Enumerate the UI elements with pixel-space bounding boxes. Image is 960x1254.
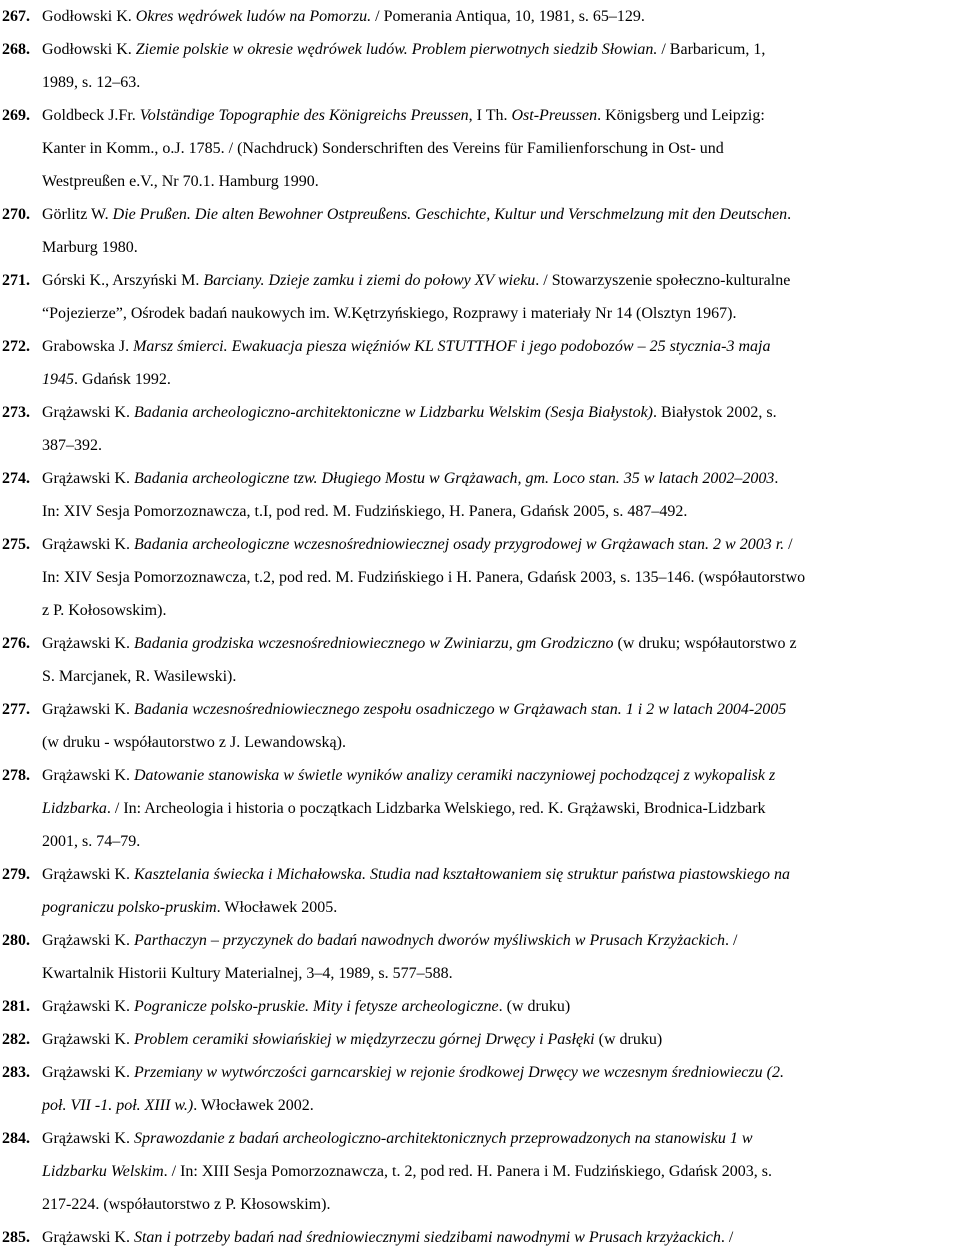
entry-text: (w druku - współautorstwo z J. Lewandowską). <box>42 734 346 751</box>
entry-text: 1989, s. 12–63. <box>42 74 141 91</box>
entry-text: Grążawski K. <box>42 866 134 883</box>
entry-text: Grążawski K. <box>42 767 134 784</box>
entry-text: Grążawski K. <box>42 404 134 421</box>
entry-line <box>42 132 958 165</box>
entry-title-text: Badania archeologiczne tzw. Długiego Mostu w Grążawach, gm. Loco stan. 35 w latach 2002–2003 <box>133 470 775 487</box>
entry-title-text: Barciany. Dzieje zamku i ziemi do połowy XV wieku <box>203 272 536 289</box>
entry-text: 217-224. (współautorstwo z P. Kłosowskim). <box>42 1196 331 1213</box>
entry-title-text: Lidzbarku Welskim <box>42 1163 164 1180</box>
entry-line <box>42 66 958 99</box>
entry-line <box>42 462 958 495</box>
entry-line <box>42 1122 958 1155</box>
entry-text: . Gdańsk 1992. <box>74 371 171 388</box>
entry-text: , I Th. <box>468 107 512 124</box>
entry-number: 283. <box>2 1064 30 1081</box>
entry-line <box>42 759 958 792</box>
entry-line <box>42 429 958 462</box>
entry-text: / <box>784 536 793 553</box>
entry-line <box>42 957 958 990</box>
entry-line <box>42 297 958 330</box>
bibliography-entry <box>0 990 960 1023</box>
entry-line <box>42 891 958 924</box>
entry-number: 268. <box>2 41 30 58</box>
entry-title-text: Kasztelania świecka i Michałowska. Studia nad kształtowaniem się struktur państwa piastowskiego na <box>133 866 790 883</box>
entry-title-text: Pogranicze polsko-pruskie. Mity i fetysze archeologiczne <box>133 998 499 1015</box>
entry-line <box>42 0 958 33</box>
entry-title-text: Problem ceramiki słowiańskiej w międzyrzeczu górnej Drwęcy i Pasłęki <box>133 1031 595 1048</box>
entry-number: 285. <box>2 1229 30 1246</box>
entry-number: 273. <box>2 404 30 421</box>
entry-text: Grążawski K. <box>42 470 134 487</box>
entry-number: 272. <box>2 338 30 355</box>
entry-number: 280. <box>2 932 30 949</box>
entry-text: Kwartalnik Historii Kultury Materialnej, 3–4, 1989, s. 577–588. <box>42 965 453 982</box>
entry-text: Grążawski K. <box>42 536 134 553</box>
entry-text: Grążawski K. <box>42 635 134 652</box>
entry-line <box>42 693 958 726</box>
entry-text: . / Stowarzyszenie społeczno-kulturalne <box>535 272 791 289</box>
bibliography-entry <box>0 1221 960 1254</box>
entry-number: 275. <box>2 536 30 553</box>
entry-title-text: Ost-Preussen <box>511 107 598 124</box>
entry-number: 276. <box>2 635 30 652</box>
entry-title-text: 1945 <box>42 371 74 388</box>
entry-text: 2001, s. 74–79. <box>42 833 141 850</box>
bibliography-entry <box>0 528 960 627</box>
entry-line <box>42 660 958 693</box>
entry-number: 282. <box>2 1031 30 1048</box>
entry-text: Kanter in Komm., o.J. 1785. / (Nachdruck) Sonderschriften des Vereins für Familienforschung in Ost- und <box>42 140 724 157</box>
entry-line <box>42 1155 958 1188</box>
entry-title-text: Badania archeologiczno-architektoniczne w Lidzbarku Welskim (Sesja Białystok) <box>133 404 653 421</box>
entry-text: 387–392. <box>42 437 102 454</box>
bibliography-entry <box>0 462 960 528</box>
entry-line <box>42 924 958 957</box>
bibliography-entry <box>0 396 960 462</box>
entry-text: . (w druku) <box>498 998 571 1015</box>
entry-line <box>42 33 958 66</box>
entry-title-text: Okres wędrówek ludów na Pomorzu. <box>135 8 372 25</box>
entry-line <box>42 396 958 429</box>
entry-text: z P. Kołosowskim). <box>42 602 167 619</box>
entry-title-text: Badania grodziska wczesnośredniowiecznego w Zwiniarzu, gm Grodziczno <box>133 635 614 652</box>
entry-line <box>42 264 958 297</box>
entry-number: 270. <box>2 206 30 223</box>
entry-title-text: Sprawozdanie z badań archeologiczno-architektonicznych przeprowadzonych na stanowisku 1 w <box>133 1130 753 1147</box>
entry-text: (w druku) <box>594 1031 663 1048</box>
entry-title-text: Parthaczyn – przyczynek do badań nawodnych dworów myśliwskich w Prusach Krzyżackich <box>133 932 725 949</box>
entry-text: . / In: XIII Sesja Pomorzoznawcza, t. 2, pod red. H. Panera i M. Fudzińskiego, Gdańsk 2003, s. <box>163 1163 772 1180</box>
entry-text: Grążawski K. <box>42 932 134 949</box>
entry-text: In: XIV Sesja Pomorzoznawcza, t.2, pod red. M. Fudzińskiego i H. Panera, Gdańsk 2003, s. 135–146. (współautorstwo <box>42 569 806 586</box>
bibliography-entry <box>0 264 960 330</box>
bibliography-entry <box>0 33 960 99</box>
entry-text: . Włocławek 2005. <box>216 899 338 916</box>
entry-line <box>42 561 958 594</box>
bibliography-entry <box>0 924 960 990</box>
entry-line <box>42 990 958 1023</box>
entry-number: 279. <box>2 866 30 883</box>
bibliography-entry <box>0 759 960 858</box>
entry-text: Görlitz W. <box>42 206 113 223</box>
entry-text: Górski K., Arszyński M. <box>42 272 204 289</box>
entry-line <box>42 528 958 561</box>
entry-text: Grążawski K. <box>42 1064 134 1081</box>
entry-text: Westpreußen e.V., Nr 70.1. Hamburg 1990. <box>42 173 319 190</box>
entry-title-text: Stan i potrzeby badań nad średniowiecznymi siedzibami nawodnymi w Prusach krzyżackich <box>133 1229 721 1246</box>
entry-number: 271. <box>2 272 30 289</box>
entry-title-text: Die Prußen. Die alten Bewohner Ostpreußens. Geschichte, Kultur und Verschmelzung mit den Deutschen <box>112 206 788 223</box>
entry-title-text: pograniczu polsko-pruskim <box>42 899 217 916</box>
entry-line <box>42 198 958 231</box>
bibliography-entry <box>0 1023 960 1056</box>
entry-text: “Pojezierze”, Ośrodek badań naukowych im. W.Kętrzyńskiego, Rozprawy i materiały Nr 14 (Olsztyn 1967). <box>42 305 737 322</box>
entry-line <box>42 363 958 396</box>
bibliography-entry <box>0 627 960 693</box>
entry-line <box>42 330 958 363</box>
entry-text: Grążawski K. <box>42 1130 134 1147</box>
bibliography-entry <box>0 0 960 33</box>
entry-line <box>42 825 958 858</box>
entry-line <box>42 99 958 132</box>
entry-text: / Pomerania Antiqua, 10, 1981, s. 65–129. <box>371 8 645 25</box>
entry-text: . <box>787 206 792 223</box>
entry-number: 274. <box>2 470 30 487</box>
bibliography-entry <box>0 198 960 264</box>
entry-number: 284. <box>2 1130 30 1147</box>
bibliography-entry <box>0 330 960 396</box>
entry-line <box>42 165 958 198</box>
entry-line <box>42 858 958 891</box>
entry-line <box>42 495 958 528</box>
entry-number: 281. <box>2 998 30 1015</box>
bibliography-entry <box>0 99 960 198</box>
entry-title-text: Volständige Topographie des Königreichs Preussen <box>139 107 469 124</box>
entry-number: 267. <box>2 8 30 25</box>
entry-line <box>42 594 958 627</box>
entry-line <box>42 231 958 264</box>
entry-title-text: Ziemie polskie w okresie wędrówek ludów. Problem pierwotnych siedzib Słowian. <box>135 41 658 58</box>
entry-text: . / In: Archeologia i historia o początkach Lidzbarka Welskiego, red. K. Grążawski, Brodnica-Lidzbark <box>106 800 766 817</box>
bibliography-entry <box>0 1122 960 1221</box>
entry-line <box>42 1089 958 1122</box>
entry-text: Godłowski K. <box>42 41 136 58</box>
entry-title-text: Badania wczesnośredniowiecznego zespołu osadniczego w Grążawach stan. 1 i 2 w latach 2004-2005 <box>133 701 787 718</box>
entry-text: (w druku; współautorstwo z <box>613 635 797 652</box>
entry-number: 269. <box>2 107 30 124</box>
entry-text: Grążawski K. <box>42 998 134 1015</box>
entry-text: S. Marcjanek, R. Wasilewski). <box>42 668 237 685</box>
entry-text: Grążawski K. <box>42 701 134 718</box>
entry-title-text: Marsz śmierci. Ewakuacja piesza więźniów KL STUTTHOF i jego podobozów – 25 stycznia-3 maja <box>133 338 771 355</box>
entry-text: Grążawski K. <box>42 1031 134 1048</box>
entry-line <box>42 627 958 660</box>
entry-title-text: poł. VII -1. poł. XIII w.) <box>42 1097 194 1114</box>
entry-text: / Barbaricum, 1, <box>657 41 766 58</box>
bibliography-entry <box>0 693 960 759</box>
entry-text: . / <box>725 932 738 949</box>
entry-line <box>42 1221 958 1254</box>
entry-text: Goldbeck J.Fr. <box>42 107 140 124</box>
bibliography-entry <box>0 1056 960 1122</box>
entry-title-text: Datowanie stanowiska w świetle wyników analizy ceramiki naczyniowej pochodzącej z wykopalisk z <box>133 767 776 784</box>
entry-title-text: Przemiany w wytwórczości garncarskiej w rejonie środkowej Drwęcy we wczesnym średniowieczu (2. <box>133 1064 784 1081</box>
bibliography-entry <box>0 858 960 924</box>
entry-text: . <box>774 470 779 487</box>
entry-text: Marburg 1980. <box>42 239 138 256</box>
entry-line <box>42 1056 958 1089</box>
entry-text: . Königsberg und Leipzig: <box>597 107 765 124</box>
entry-number: 278. <box>2 767 30 784</box>
entry-text: Godłowski K. <box>42 8 136 25</box>
entry-text: In: XIV Sesja Pomorzoznawcza, t.I, pod red. M. Fudzińskiego, H. Panera, Gdańsk 2005, s. 487–492. <box>42 503 688 520</box>
entry-text: . Białystok 2002, s. <box>653 404 777 421</box>
entry-line <box>42 1188 958 1221</box>
entry-line <box>42 1023 958 1056</box>
entry-title-text: Badania archeologiczne wczesnośredniowiecznej osady przygrodowej w Grążawach stan. 2 w 2003 r. <box>133 536 785 553</box>
entry-text: . / <box>720 1229 734 1246</box>
entry-line <box>42 726 958 759</box>
entry-number: 277. <box>2 701 30 718</box>
entry-text: Grążawski K. <box>42 1229 134 1246</box>
entry-text: Grabowska J. <box>42 338 134 355</box>
entry-text: . Włocławek 2002. <box>193 1097 314 1114</box>
entry-line <box>42 792 958 825</box>
entry-title-text: Lidzbarka <box>42 800 107 817</box>
